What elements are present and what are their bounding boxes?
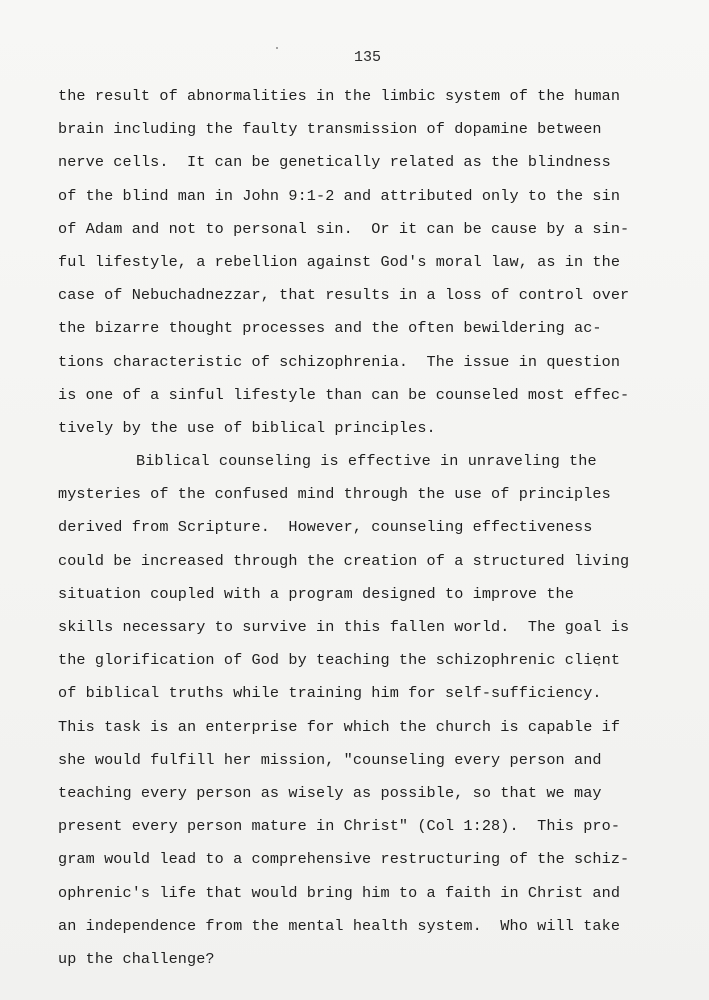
text-line: is one of a sinful lifestyle than can be counseled most effec- [58, 385, 630, 404]
text-line: tions characteristic of schizophrenia. The issue in question [58, 352, 621, 371]
body-text [58, 80, 688, 976]
text-line: teaching every person as wisely as possible, so that we may [58, 783, 602, 802]
text-line: of Adam and not to personal sin. Or it can be cause by a sin- [58, 219, 630, 238]
text-line: the result of abnormalities in the limbic system of the human [58, 87, 621, 105]
text-line: skills necessary to survive in this fallen world. The goal is [58, 618, 630, 636]
text-line: of biblical truths while training him for self-sufficiency. [58, 684, 602, 703]
text-line: the bizarre thought processes and the often bewildering ac- [58, 319, 602, 338]
text-line: ophrenic's life that would bring him to a faith in Christ and [58, 883, 621, 902]
page-number: 135 [354, 49, 382, 66]
text-line: could be increased through the creation of a structured living [58, 551, 630, 570]
paper-speck [276, 47, 278, 49]
text-line: up the challenge? [58, 949, 215, 968]
text-line: an independence from the mental health system. Who will take [58, 916, 621, 935]
text-line: situation coupled with a program designed to improve the [58, 584, 574, 603]
text-line: she would fulfill her mission, "counseling every person and [58, 750, 602, 769]
text-line: the glorification of God by teaching the schizophrenic client [58, 651, 621, 670]
text-line: brain including the faulty transmission of dopamine between [58, 120, 602, 139]
text-line: ful lifestyle, a rebellion against God's moral law, as in the [58, 252, 621, 271]
text-line: This task is an enterprise for which the church is capable if [58, 717, 621, 736]
text-line: of the blind man in John 9:1-2 and attributed only to the sin [58, 186, 621, 205]
text-line: mysteries of the confused mind through the use of principles [58, 485, 611, 504]
text-line: nerve cells. It can be genetically related as the blindness [58, 153, 611, 172]
text-line: case of Nebuchadnezzar, that results in a loss of control over [58, 286, 630, 305]
text-line: derived from Scripture. However, counseling effectiveness [58, 518, 593, 537]
text-line: gram would lead to a comprehensive restructuring of the schiz- [58, 850, 630, 869]
text-line-indented: Biblical counseling is effective in unraveling the [136, 452, 597, 471]
text-line: tively by the use of biblical principles. [58, 418, 436, 437]
text-line: present every person mature in Christ" (Col 1:28). This pro- [58, 817, 621, 836]
